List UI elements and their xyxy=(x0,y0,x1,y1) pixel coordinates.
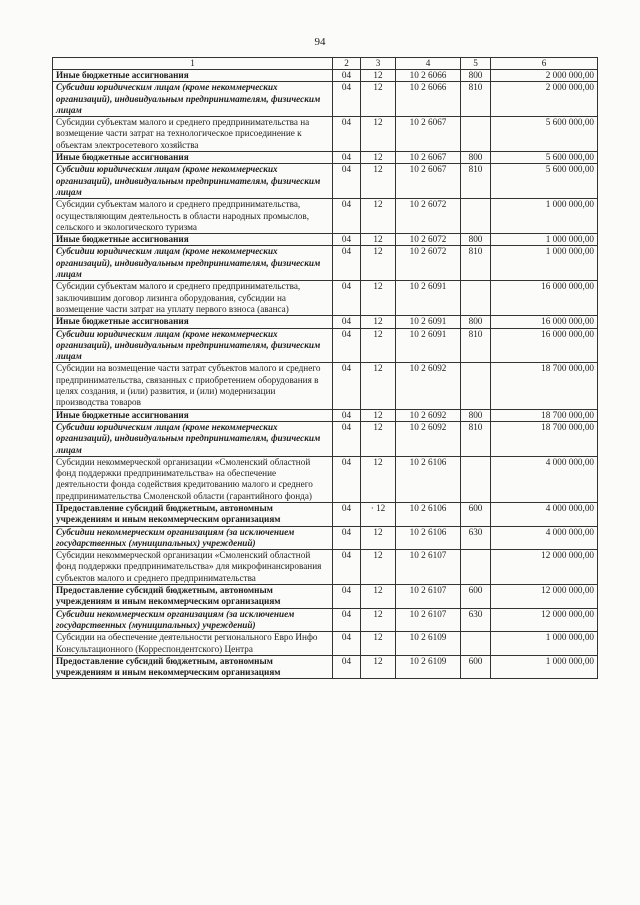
row-name: Субсидии субъектам малого и среднего предпринимательства на возмещение части затрат на технологическое присоединение к объектам электросетевого хозяйства xyxy=(53,117,333,152)
row-name: Субсидии юридическим лицам (кроме некоммерческих организаций), индивидуальным предпринимателям, физическим лицам xyxy=(53,164,333,199)
subsection-code: 12 xyxy=(361,152,396,164)
subsection-code: 12 xyxy=(361,199,396,234)
row-name: Субсидии на возмещение части затрат субъектов малого и среднего предпринимательства, связанных с приобретением оборудования в целях создания, и (или) развития, и (или) модернизации производства товаров xyxy=(53,363,333,409)
row-name: Субсидии юридическим лицам (кроме некоммерческих организаций), индивидуальным предпринимателям, физическим лицам xyxy=(53,328,333,363)
subsection-code: 12 xyxy=(361,585,396,609)
amount: 12 000 000,00 xyxy=(491,585,598,609)
amount: 1 000 000,00 xyxy=(491,655,598,679)
section-code: 04 xyxy=(333,281,361,316)
subsection-code: · 12 xyxy=(361,502,396,526)
amount: 2 000 000,00 xyxy=(491,82,598,117)
section-code: 04 xyxy=(333,421,361,456)
column-header: 5 xyxy=(461,58,491,70)
table-row xyxy=(53,316,598,328)
amount: 4 000 000,00 xyxy=(491,526,598,550)
subsection-code: 12 xyxy=(361,246,396,281)
section-code: 04 xyxy=(333,246,361,281)
row-name: Иные бюджетные ассигнования xyxy=(53,152,333,164)
expense-type-code: 600 xyxy=(461,655,491,679)
target-article-code: 10 2 6091 xyxy=(396,328,461,363)
expense-type-code xyxy=(461,632,491,656)
row-name: Субсидии юридическим лицам (кроме некоммерческих организаций), индивидуальным предпринимателям, физическим лицам xyxy=(53,421,333,456)
row-name: Субсидии некоммерческой организации «Смоленский областной фонд поддержки предпринимательства» на обеспечение деятельности фонда содействия кредитованию малого и среднего предпринимательства Смоленской области (гарантийного фонда) xyxy=(53,456,333,502)
section-code: 04 xyxy=(333,316,361,328)
expense-type-code: 800 xyxy=(461,316,491,328)
amount: 16 000 000,00 xyxy=(491,328,598,363)
table-row xyxy=(53,82,598,117)
amount: 2 000 000,00 xyxy=(491,70,598,82)
subsection-code: 12 xyxy=(361,234,396,246)
subsection-code: 12 xyxy=(361,70,396,82)
page-number: 94 xyxy=(314,36,326,48)
expense-type-code xyxy=(461,281,491,316)
target-article-code: 10 2 6109 xyxy=(396,655,461,679)
table-row xyxy=(53,608,598,632)
table-row xyxy=(53,409,598,421)
column-header: 2 xyxy=(333,58,361,70)
amount: 18 700 000,00 xyxy=(491,421,598,456)
table-row xyxy=(53,152,598,164)
target-article-code: 10 2 6092 xyxy=(396,421,461,456)
row-name: Субсидии субъектам малого и среднего предпринимательства, заключившим договор лизинга оборудования, субсидии на возмещение части затрат на уплату первого взноса (аванса) xyxy=(53,281,333,316)
subsection-code: 12 xyxy=(361,550,396,585)
subsection-code: 12 xyxy=(361,117,396,152)
row-name: Предоставление субсидий бюджетным, автономным учреждениям и иным некоммерческим организациям xyxy=(53,502,333,526)
target-article-code: 10 2 6066 xyxy=(396,70,461,82)
subsection-code: 12 xyxy=(361,82,396,117)
subsection-code: 12 xyxy=(361,328,396,363)
table-row xyxy=(53,281,598,316)
amount: 1 000 000,00 xyxy=(491,199,598,234)
amount: 1 000 000,00 xyxy=(491,632,598,656)
expense-type-code: 810 xyxy=(461,328,491,363)
column-header: 6 xyxy=(491,58,598,70)
table-row xyxy=(53,502,598,526)
amount: 12 000 000,00 xyxy=(491,550,598,585)
subsection-code: 12 xyxy=(361,409,396,421)
subsection-code: 12 xyxy=(361,526,396,550)
expense-type-code: 810 xyxy=(461,421,491,456)
amount: 4 000 000,00 xyxy=(491,502,598,526)
section-code: 04 xyxy=(333,585,361,609)
budget-table-body xyxy=(53,70,598,679)
amount: 5 600 000,00 xyxy=(491,164,598,199)
column-header: 4 xyxy=(396,58,461,70)
section-code: 04 xyxy=(333,70,361,82)
row-name: Субсидии на обеспечение деятельности регионального Евро Инфо Консультационного (Корреспондентского) Центра xyxy=(53,632,333,656)
target-article-code: 10 2 6107 xyxy=(396,550,461,585)
expense-type-code xyxy=(461,199,491,234)
section-code: 04 xyxy=(333,456,361,502)
table-row xyxy=(53,585,598,609)
row-name: Субсидии юридическим лицам (кроме некоммерческих организаций), индивидуальным предпринимателям, физическим лицам xyxy=(53,82,333,117)
budget-table xyxy=(52,57,598,679)
section-code: 04 xyxy=(333,82,361,117)
expense-type-code: 800 xyxy=(461,409,491,421)
amount: 16 000 000,00 xyxy=(491,316,598,328)
target-article-code: 10 2 6107 xyxy=(396,608,461,632)
row-name: Субсидии субъектам малого и среднего предпринимательства, осуществляющим деятельность в области народных промыслов, сельского и экологического туризма xyxy=(53,199,333,234)
section-code: 04 xyxy=(333,632,361,656)
expense-type-code xyxy=(461,550,491,585)
section-code: 04 xyxy=(333,409,361,421)
expense-type-code: 810 xyxy=(461,82,491,117)
column-header: 1 xyxy=(53,58,333,70)
amount: 16 000 000,00 xyxy=(491,281,598,316)
row-name: Иные бюджетные ассигнования xyxy=(53,409,333,421)
target-article-code: 10 2 6067 xyxy=(396,164,461,199)
section-code: 04 xyxy=(333,117,361,152)
subsection-code: 12 xyxy=(361,655,396,679)
expense-type-code: 810 xyxy=(461,246,491,281)
amount: 1 000 000,00 xyxy=(491,234,598,246)
row-name: Иные бюджетные ассигнования xyxy=(53,234,333,246)
section-code: 04 xyxy=(333,234,361,246)
expense-type-code: 600 xyxy=(461,502,491,526)
target-article-code: 10 2 6072 xyxy=(396,234,461,246)
target-article-code: 10 2 6067 xyxy=(396,152,461,164)
subsection-code: 12 xyxy=(361,281,396,316)
row-name: Иные бюджетные ассигнования xyxy=(53,316,333,328)
expense-type-code: 800 xyxy=(461,70,491,82)
table-row xyxy=(53,526,598,550)
column-header: 3 xyxy=(361,58,396,70)
subsection-code: 12 xyxy=(361,363,396,409)
amount: 18 700 000,00 xyxy=(491,409,598,421)
table-row xyxy=(53,164,598,199)
expense-type-code: 630 xyxy=(461,608,491,632)
table-row xyxy=(53,234,598,246)
subsection-code: 12 xyxy=(361,632,396,656)
expense-type-code xyxy=(461,456,491,502)
amount: 18 700 000,00 xyxy=(491,363,598,409)
table-row xyxy=(53,421,598,456)
row-name: Субсидии некоммерческой организации «Смоленский областной фонд поддержки предпринимательства» для микрофинансирования субъектов малого и среднего предпринимательства xyxy=(53,550,333,585)
subsection-code: 12 xyxy=(361,456,396,502)
target-article-code: 10 2 6091 xyxy=(396,281,461,316)
expense-type-code: 600 xyxy=(461,585,491,609)
target-article-code: 10 2 6067 xyxy=(396,117,461,152)
amount: 5 600 000,00 xyxy=(491,117,598,152)
subsection-code: 12 xyxy=(361,421,396,456)
expense-type-code: 800 xyxy=(461,152,491,164)
target-article-code: 10 2 6109 xyxy=(396,632,461,656)
section-code: 04 xyxy=(333,363,361,409)
target-article-code: 10 2 6066 xyxy=(396,82,461,117)
table-row xyxy=(53,655,598,679)
table-row xyxy=(53,117,598,152)
target-article-code: 10 2 6091 xyxy=(396,316,461,328)
target-article-code: 10 2 6106 xyxy=(396,456,461,502)
section-code: 04 xyxy=(333,608,361,632)
table-row xyxy=(53,199,598,234)
table-row xyxy=(53,328,598,363)
target-article-code: 10 2 6072 xyxy=(396,199,461,234)
section-code: 04 xyxy=(333,152,361,164)
subsection-code: 12 xyxy=(361,316,396,328)
amount: 12 000 000,00 xyxy=(491,608,598,632)
table-row xyxy=(53,70,598,82)
target-article-code: 10 2 6107 xyxy=(396,585,461,609)
table-row xyxy=(53,550,598,585)
row-name: Субсидии некоммерческим организациям (за исключением государственных (муниципальных) учреждений) xyxy=(53,608,333,632)
section-code: 04 xyxy=(333,550,361,585)
section-code: 04 xyxy=(333,328,361,363)
amount: 5 600 000,00 xyxy=(491,152,598,164)
expense-type-code: 810 xyxy=(461,164,491,199)
table-row xyxy=(53,246,598,281)
expense-type-code xyxy=(461,363,491,409)
target-article-code: 10 2 6092 xyxy=(396,409,461,421)
section-code: 04 xyxy=(333,526,361,550)
table-row xyxy=(53,363,598,409)
expense-type-code: 800 xyxy=(461,234,491,246)
target-article-code: 10 2 6092 xyxy=(396,363,461,409)
row-name: Субсидии юридическим лицам (кроме некоммерческих организаций), индивидуальным предпринимателям, физическим лицам xyxy=(53,246,333,281)
table-row xyxy=(53,632,598,656)
section-code: 04 xyxy=(333,164,361,199)
target-article-code: 10 2 6106 xyxy=(396,526,461,550)
table-row xyxy=(53,456,598,502)
amount: 4 000 000,00 xyxy=(491,456,598,502)
target-article-code: 10 2 6072 xyxy=(396,246,461,281)
row-name: Предоставление субсидий бюджетным, автономным учреждениям и иным некоммерческим организациям xyxy=(53,585,333,609)
row-name: Иные бюджетные ассигнования xyxy=(53,70,333,82)
expense-type-code: 630 xyxy=(461,526,491,550)
amount: 1 000 000,00 xyxy=(491,246,598,281)
subsection-code: 12 xyxy=(361,608,396,632)
target-article-code: 10 2 6106 xyxy=(396,502,461,526)
row-name: Предоставление субсидий бюджетным, автономным учреждениям и иным некоммерческим организациям xyxy=(53,655,333,679)
row-name: Субсидии некоммерческим организациям (за исключением государственных (муниципальных) учреждений) xyxy=(53,526,333,550)
header-row xyxy=(53,58,598,70)
section-code: 04 xyxy=(333,502,361,526)
section-code: 04 xyxy=(333,655,361,679)
subsection-code: 12 xyxy=(361,164,396,199)
section-code: 04 xyxy=(333,199,361,234)
expense-type-code xyxy=(461,117,491,152)
